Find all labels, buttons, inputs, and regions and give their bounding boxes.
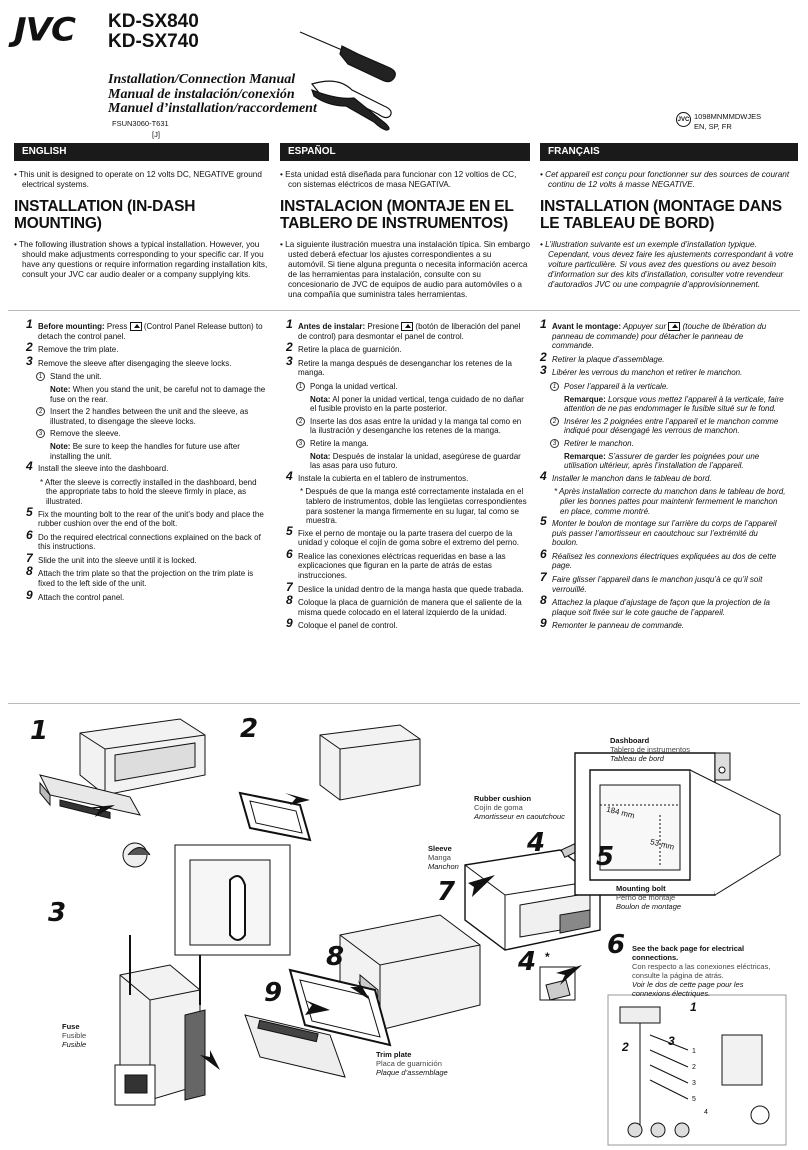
step-fr-9-text: Remonter le panneau de commande. bbox=[552, 621, 685, 631]
release-button-icon bbox=[401, 322, 413, 331]
note-en-1-label: Note: bbox=[50, 384, 71, 394]
note-es-1-label: Nota: bbox=[310, 394, 331, 404]
note-fr-1-text: Lorsque vous mettez l’appareil à la verticale, faire attention de ne pas endommager le fusible situé sur le fond. bbox=[564, 394, 784, 414]
note-en-2-label: Note: bbox=[50, 441, 71, 451]
caption-rubber-es: Cojín de goma bbox=[474, 803, 523, 812]
step-en-3-2-text: Insert the 2 handles between the unit and the sleeve, as illustrated, to disengage the sleeve locks. bbox=[50, 407, 249, 426]
step-es-2: 2 Retire la placa de guarnición. bbox=[286, 340, 402, 355]
step-es-7: 7 Deslice la unidad dentro de la manga hasta que quede trabada. bbox=[286, 579, 524, 594]
step-es-8-text: Coloque la placa de guarnición de manera que el saliente de la misma quede colocado en el lateral izquierdo de la unidad. bbox=[298, 598, 522, 617]
step-fr-4-text: Installer le manchon dans le tableau de bord. bbox=[552, 473, 712, 483]
step-en-2-text: Remove the trim plate. bbox=[38, 345, 119, 355]
dim-height: 53 mm bbox=[649, 837, 676, 852]
step-en-1-a: Press bbox=[106, 322, 128, 331]
fig2-unit bbox=[240, 725, 420, 840]
caption-fuse bbox=[62, 1022, 86, 1049]
note-es-1 bbox=[288, 395, 528, 414]
heading-spanish: INSTALACION (MONTAJE EN EL TABLERO DE INSTRUMENTOS) bbox=[280, 198, 514, 232]
fig-number-3: 3 bbox=[48, 898, 67, 928]
wire-c5: 5 bbox=[692, 1096, 696, 1103]
step-en-6: 6 Do the required electrical connections explained on the back of this instructions. bbox=[26, 527, 261, 552]
fig-asterisk: * bbox=[545, 950, 550, 964]
step-en-3-3-text: Remove the sleeve. bbox=[50, 429, 121, 439]
caption-trim-fr: Plaque d’assemblage bbox=[376, 1068, 448, 1077]
desc-en-text: • The following illustration shows a typical installation. However, you should make adjustments corresponding to your specific car. If you have any questions or require information regarding installation kits, consult your JVC car audio dealer or a company supplying kits. bbox=[14, 240, 268, 279]
note-fr-1-label: Remarque: bbox=[564, 394, 606, 404]
step-en-8-text: Attach the trim plate so that the projection on the trim plate is fixed to the left side of the unit. bbox=[38, 569, 254, 589]
step-en-3-1-text: Stand the unit. bbox=[50, 372, 102, 382]
desc-fr-bind: L’illustration suivante est un exemple d’installation typique. Cependant, vous devez faire les ajustements correspondant à votre voiture particulière. Si vous avez des questions ou avez besoin d’information sur des kits d’installation, consulter votre revendeur d’autoradios JVC ou une compagnie d’approvisionnement. bbox=[545, 240, 794, 289]
desc-fr-text: • L’illustration suivante est un exemple d’installation typique. Cependant, vous devez faire les ajustements correspondant à votre voiture particulière. Si vous avez des questions ou avez besoin d’information sur des kits d’installation, consulter votre revendeur d’autoradios JVC ou une compagnie d’approvisionnement. bbox=[540, 240, 794, 289]
step-es-2-text: Retire la placa de guarnición. bbox=[298, 345, 402, 355]
step-es-4-text: Instale la cubierta en el tablero de instrumentos. bbox=[298, 473, 469, 483]
step-en-3-1: 1 Stand the unit. bbox=[28, 372, 268, 382]
note-fr-2-text: S’assurer de garder les poignées pour une utilisation ultérieur, après l’installation de l’appareil. bbox=[564, 451, 760, 471]
caption-bolt-fr: Boulon de montage bbox=[616, 902, 682, 911]
caption-trim-plate bbox=[376, 1050, 448, 1077]
step-es-3-2: 2 Inserte las dos asas entre la unidad y la manga tal como en la ilustración y desenganche los retenes de la manga. bbox=[288, 417, 528, 436]
release-button-icon bbox=[668, 322, 680, 331]
step-en-3-3: 3 Remove the sleeve. bbox=[28, 429, 268, 439]
note-es-2 bbox=[288, 452, 528, 471]
installation-illustration bbox=[0, 705, 808, 1150]
intro-fr-text: • Cet appareil est conçu pour fonctionner sur des sources de courant continu de 12 volts à masse NEGATIVE. bbox=[540, 170, 790, 189]
step-fr-3-2: 2 Insérer les 2 poignées entre l’appareil et le manchon comme indiqué pour désengagé les verrous de manchon. bbox=[542, 417, 786, 436]
step-en-1-bold: Before mounting: bbox=[38, 322, 105, 331]
lang-bar-english: ENGLISH bbox=[14, 143, 269, 161]
fig-number-5: 5 bbox=[596, 842, 615, 872]
steps-french bbox=[540, 317, 786, 635]
caption-dashboard bbox=[610, 736, 690, 763]
step-en-9: 9 Attach the control panel. bbox=[26, 587, 125, 602]
caption-bolt-es: Perno de montaje bbox=[616, 893, 676, 902]
step-es-1: 1 Antes de instalar: Presione (botón de liberación del panel de control) para desmontar el panel de control. bbox=[286, 317, 521, 341]
desc-es-text: • La siguiente ilustración muestra una instalación típica. Sin embargo usted deberá efectuar los ajustes correspondientes a su automóvil. Si tiene alguna pregunta o necesita información acerca de las herramientas para instalación, consulte con su concesionario de JVC de equipos de audio para automóviles o a una compañía que suministra tales herramientas. bbox=[280, 240, 531, 299]
step-en-6-text: Do the required electrical connections explained on the back of this instructions. bbox=[38, 532, 261, 552]
catalog-code bbox=[677, 112, 762, 132]
step-fr-6: 6 Réalisez les connexions électriques expliquées au dos de cette page. bbox=[540, 546, 777, 571]
step-es-3-1: 1 Ponga la unidad vertical. bbox=[288, 382, 528, 392]
caption-sleeve-es: Manga bbox=[428, 853, 451, 862]
step-es-9: 9 Coloque el panel de control. bbox=[286, 616, 398, 631]
step-es-4: 4 Instale la cubierta en el tablero de instrumentos. bbox=[286, 468, 469, 483]
caption-step6 bbox=[632, 944, 782, 998]
heading-english: INSTALLATION (IN-DASH MOUNTING) bbox=[14, 198, 196, 232]
note-fr-2-label: Remarque: bbox=[564, 451, 606, 461]
caption-sleeve-fr: Manchon bbox=[428, 862, 459, 871]
step-en-3: 3 Remove the sleeve after disengaging the sleeve locks. bbox=[26, 353, 232, 368]
wire-c3: 3 bbox=[692, 1080, 696, 1087]
heading-french: INSTALLATION (MONTAGE DANS LE TABLEAU DE BORD) bbox=[540, 198, 782, 232]
wiring-diagram bbox=[608, 995, 786, 1145]
step-en-5-text: Fix the mounting bolt to the rear of the unit’s body and place the rubber cushion over the end of the bolt. bbox=[38, 509, 264, 529]
step-en-1: 1 Before mounting: Press (Control Panel Release button) to detach the control panel. bbox=[26, 317, 263, 341]
step-es-7-text: Deslice la unidad dentro de la manga hasta que quede trabada. bbox=[298, 584, 524, 594]
step-fr-4-star: * Après installation correcte du manchon dans le tableau de bord, plier les bonnes pattes pour maintenir fermement le manchon en place, comme montré. bbox=[554, 487, 786, 516]
caption-step6-fr: Voir le dos de cette page pour les connexions électriques. bbox=[632, 980, 744, 998]
step-fr-3: 3 Libérer les verrous du manchon et retirer le manchon. bbox=[540, 363, 743, 378]
note-fr-2 bbox=[542, 452, 786, 471]
title-french: Manuel d’installation/raccordement bbox=[108, 101, 317, 116]
step-fr-2: 2 Retirer la plaque d’assemblage. bbox=[540, 349, 665, 364]
wire-c4: 4 bbox=[704, 1109, 708, 1116]
fig-number-4a: 4 bbox=[527, 828, 546, 858]
jvc-badge-icon: JVC bbox=[676, 112, 691, 127]
step-fr-3-text: Libérer les verrous du manchon et retirer le manchon. bbox=[552, 368, 743, 378]
desc-es-bind: La siguiente ilustración muestra una instalación típica. Sin embargo usted deberá efectuar los ajustes correspondientes a su automóvil. Si tiene alguna pregunta o necesita información acerca de las herramientas para instalación, consulte con su concesionario de JVC de equipos de audio para automóviles o a una compañía que suministra tales herramientas. bbox=[285, 240, 531, 299]
caption-trim-es: Placa de guarnición bbox=[376, 1059, 442, 1068]
dim-width: 184 mm bbox=[605, 804, 636, 821]
part-number bbox=[112, 118, 169, 140]
caption-fuse-es: Fusible bbox=[62, 1031, 87, 1040]
step-es-6: 6 Realice las conexiones eléctricas requeridas en base a las explicaciones que figuran en la parte de atrás de estas instrucciones. bbox=[286, 546, 506, 581]
step-en-9-text: Attach the control panel. bbox=[38, 592, 125, 602]
step-es-3-3: 3 Retire la manga. bbox=[288, 439, 528, 449]
note-en-2 bbox=[28, 442, 268, 461]
caption-rubber-en: Rubber cushion bbox=[474, 794, 532, 803]
step-es-8: 8 Coloque la placa de guarnición de manera que el saliente de la misma quede colocado en el lateral izquierdo de la unidad. bbox=[286, 593, 522, 617]
step-fr-7-text: Faire glisser l’appareil dans le manchon jusqu’à ce qu’il soit verrouillé. bbox=[552, 575, 763, 594]
note-en-1-text: When you stand the unit, be careful not to damage the fuse on the rear. bbox=[50, 384, 266, 404]
intro-es-bind: Esta unidad está diseñada para funcionar con 12 voltios de CC, con sistemas eléctricos de masa NEGATIVA. bbox=[285, 170, 517, 189]
step-fr-9: 9 Remonter le panneau de commande. bbox=[540, 616, 685, 631]
catalog-code-text: 1098MNMMDWJES bbox=[694, 112, 762, 121]
wire-number-1: 1 bbox=[690, 1000, 697, 1014]
step-fr-3-1-text: Poser l’appareil à la verticale. bbox=[564, 381, 669, 391]
fig-number-1: 1 bbox=[30, 716, 49, 746]
wire-number-3: 3 bbox=[668, 1034, 675, 1048]
caption-dashboard-fr: Tableau de bord bbox=[610, 754, 664, 763]
step-en-4-star: * After the sleeve is correctly installed in the dashboard, bend the appropriate tabs to hold the sleeve firmly in place, as illustrated. bbox=[40, 477, 257, 506]
divider-top bbox=[8, 310, 800, 311]
step-fr-8-text: Attachez la plaque d’ajustage de façon que la projection de la plaque soit fixée sur le cote gauche de l’appareil. bbox=[552, 598, 770, 617]
manual-titles bbox=[108, 73, 317, 117]
step-es-3-3-text: Retire la manga. bbox=[310, 438, 369, 448]
step-fr-3-3: 3 Retirer le manchon. bbox=[542, 439, 786, 449]
step-en-7: 7 Slide the unit into the sleeve until it is locked. bbox=[26, 550, 197, 565]
wire-c1: 1 bbox=[692, 1048, 696, 1055]
caption-dashboard-en: Dashboard bbox=[610, 736, 650, 745]
lang-bar-spanish: ESPAÑOL bbox=[280, 143, 530, 161]
caption-fuse-en: Fuse bbox=[62, 1022, 80, 1031]
caption-fuse-fr: Fusible bbox=[62, 1040, 87, 1049]
step-es-9-text: Coloque el panel de control. bbox=[298, 621, 398, 631]
intro-fr-bind: Cet appareil est conçu pour fonctionner sur des sources de courant continu de 12 volts à masse NEGATIVE. bbox=[545, 170, 790, 189]
step-es-4-star: * Después de que la manga esté correctamente instalada en el tablero de instrumentos, doble las lengüetas correspondientes para sostener la manga firmemente en su lugar, tal como se muestra. bbox=[300, 487, 527, 526]
step-fr-7: 7 Faire glisser l’appareil dans le manchon jusqu’à ce qu’il soit verrouillé. bbox=[540, 570, 763, 594]
title-english: Installation/Connection Manual bbox=[108, 72, 296, 87]
caption-rubber-cushion bbox=[474, 794, 565, 821]
screwdriver-shaft bbox=[300, 32, 342, 50]
fig-number-8: 8 bbox=[326, 942, 345, 972]
caption-mounting-bolt bbox=[616, 884, 681, 911]
caption-bolt-en: Mounting bolt bbox=[616, 884, 666, 893]
step-es-3-1-text: Ponga la unidad vertical. bbox=[310, 381, 398, 391]
caption-step6-en: See the back page for electrical connections. bbox=[632, 944, 745, 962]
intro-spanish bbox=[280, 170, 530, 303]
step-fr-5-text: Monter le boulon de montage sur l’arrière du corps de l’appareil puis passer l’amortisseur en caoutchouc sur l’extrémité du boulon. bbox=[552, 519, 777, 548]
note-en-2-text: Be sure to keep the handles for future use after installing the unit. bbox=[50, 441, 240, 461]
step-es-5-text: Fixe el perno de montaje ou la parte trasera del cuerpo de la unidad y coloque el cojín de goma sobre el extremo del perno. bbox=[298, 528, 520, 548]
caption-sleeve-en: Sleeve bbox=[428, 844, 452, 853]
step-es-3-2-text: Inserte las dos asas entre la unidad y la manga tal como en la ilustración y desenganche los retenes de la manga. bbox=[310, 416, 522, 436]
lang-bar-french: FRANÇAIS bbox=[540, 143, 798, 161]
model-names bbox=[108, 12, 199, 52]
step-en-7-text: Slide the unit into the sleeve until it is locked. bbox=[38, 555, 197, 565]
step-fr-1-a: Appuyer sur bbox=[622, 322, 667, 331]
model-2: KD-SX740 bbox=[108, 31, 199, 52]
steps-english bbox=[26, 317, 268, 606]
step-en-3-2: 2 Insert the 2 handles between the unit and the sleeve, as illustrated, to disengage the sleeve locks. bbox=[28, 407, 268, 426]
caption-step6-es: Con respecto a las conexiones eléctricas, consulte la página de atrás. bbox=[632, 962, 771, 980]
intro-english bbox=[14, 170, 269, 283]
step-en-4-text: Install the sleeve into the dashboard. bbox=[38, 464, 169, 474]
catalog-langs: EN, SP, FR bbox=[694, 122, 732, 131]
fig-number-2: 2 bbox=[240, 714, 259, 744]
intro-en-bind: This unit is designed to operate on 12 volts DC, NEGATIVE ground electrical systems. bbox=[19, 170, 262, 189]
step-es-5: 5 Fixe el perno de montaje ou la parte trasera del cuerpo de la unidad y coloque el cojín de goma sobre el extremo del perno. bbox=[286, 523, 520, 548]
note-en-1 bbox=[28, 385, 268, 404]
step-fr-3-2-text: Insérer les 2 poignées entre l’appareil et le manchon comme indiqué pour désengagé les verrous de manchon. bbox=[564, 416, 779, 436]
screwdriver-handle bbox=[340, 46, 395, 82]
step-fr-4-star-text: Après installation correcte du manchon dans le tableau de bord, plier les bonnes pattes pour maintenir fermement le manchon en place, comme montré. bbox=[559, 487, 786, 516]
fig-number-7: 7 bbox=[437, 877, 456, 907]
fig-number-9: 9 bbox=[264, 978, 283, 1008]
intro-french bbox=[540, 170, 798, 293]
step-en-3-text: Remove the sleeve after disengaging the sleeve locks. bbox=[38, 358, 232, 368]
model-1: KD-SX840 bbox=[108, 11, 199, 32]
dashboard bbox=[575, 753, 780, 895]
steps-spanish bbox=[286, 317, 528, 635]
step-fr-1-bold: Avant le montage: bbox=[552, 322, 622, 331]
step-en-4-star-text: After the sleeve is correctly installed in the dashboard, bend the appropriate tabs to hold the sleeve firmly in place, as illustrated. bbox=[44, 477, 257, 506]
caption-dashboard-es: Tablero de instrumentos bbox=[610, 745, 691, 754]
step-fr-5: 5 Monter le boulon de montage sur l’arrière du corps de l’appareil puis passer l’amortisseur en caoutchouc sur l’extrémité du boulon. bbox=[540, 514, 777, 548]
title-spanish: Manual de instalación/conexión bbox=[108, 86, 295, 102]
step-es-6-text: Realice las conexiones eléctricas requeridas en base a las explicaciones que figuran en la parte de atrás de estas instrucciones. bbox=[298, 551, 506, 581]
step-es-1-c: (botón de liberación del panel de control) para desmontar el panel de control. bbox=[298, 322, 521, 341]
step-en-1-c: (Control Panel Release button) to detach the control panel. bbox=[38, 322, 263, 341]
step-es-4-star-text: Después de que la manga esté correctamente instalada en el tablero de instrumentos, doble las lengüetas correspondientes para sostener la manga firmemente en su lugar, tal como se muestra. bbox=[305, 487, 527, 526]
step-fr-3-3-text: Retirer le manchon. bbox=[564, 438, 634, 448]
part-number-sub: [J] bbox=[152, 130, 160, 139]
caption-trim-en: Trim plate bbox=[376, 1050, 412, 1059]
note-fr-1 bbox=[542, 395, 786, 414]
step-en-2: 2 Remove the trim plate. bbox=[26, 340, 119, 355]
caption-rubber-fr: Amortisseur en caoutchouc bbox=[474, 812, 565, 821]
step-fr-4: 4 Installer le manchon dans le tableau de bord. bbox=[540, 468, 712, 483]
step-fr-6-text: Réalisez les connexions électriques expliquées au dos de cette page. bbox=[552, 551, 777, 571]
wire-number-2: 2 bbox=[622, 1040, 629, 1054]
intro-en-text: • This unit is designed to operate on 12 volts DC, NEGATIVE ground electrical systems. bbox=[14, 170, 262, 189]
step-en-5: 5 Fix the mounting bolt to the rear of the unit’s body and place the rubber cushion over the end of the bolt. bbox=[26, 504, 264, 529]
step-en-8: 8 Attach the trim plate so that the projection on the trim plate is fixed to the left side of the unit. bbox=[26, 564, 254, 589]
wire-c2: 2 bbox=[692, 1064, 696, 1071]
intro-es-text: • Esta unidad está diseñada para funcionar con 12 voltios de CC, con sistemas eléctricos de masa NEGATIVA. bbox=[280, 170, 517, 189]
caption-sleeve bbox=[428, 844, 459, 871]
wire-circled-list bbox=[692, 1044, 696, 1108]
note-es-2-text: Después de instalar la unidad, asegúrese de guardar las asas para uso futuro. bbox=[310, 451, 521, 471]
part-number-text: FSUN3060-T631 bbox=[112, 119, 169, 128]
step-fr-3-1: 1 Poser l’appareil à la verticale. bbox=[542, 382, 786, 392]
step-fr-1: 1 Avant le montage: Appuyer sur (touche de libération du panneau de commande) pour détacher le panneau de commande. bbox=[540, 317, 767, 351]
fig3-unit bbox=[115, 845, 290, 1105]
divider-bottom bbox=[8, 703, 800, 704]
step-es-3: 3 Retire la manga después de desenganchar los retenes de la manga. bbox=[286, 353, 512, 378]
note-es-1-text: Al poner la unidad vertical, tenga cuidado de no dañar el fusible provisto en la parte posterior. bbox=[310, 394, 524, 414]
note-es-2-label: Nota: bbox=[310, 451, 331, 461]
desc-en-bind: The following illustration shows a typical installation. However, you should make adjustments corresponding to your specific car. If you have any questions or require information regarding installation kits, consult your JVC car audio dealer or a company supplying kits. bbox=[19, 240, 268, 279]
step-fr-1-c: (touche de libération du panneau de commande) pour détacher le panneau de commande. bbox=[552, 322, 767, 351]
brand-logo: JVC bbox=[14, 11, 75, 49]
step-es-3-text: Retire la manga después de desenganchar los retenes de la manga. bbox=[298, 358, 512, 378]
step-fr-8: 8 Attachez la plaque d’ajustage de façon que la projection de la plaque soit fixée sur le cote gauche de l’appareil. bbox=[540, 593, 770, 617]
fig-number-4b: 4 bbox=[518, 947, 537, 977]
fig-number-6: 6 bbox=[607, 930, 626, 960]
step-es-1-bold: Antes de instalar: bbox=[298, 322, 366, 331]
step-es-1-a: Presione bbox=[367, 322, 399, 331]
step-fr-2-text: Retirer la plaque d’assemblage. bbox=[552, 354, 665, 364]
release-button-icon bbox=[130, 322, 142, 331]
step-en-4: 4 Install the sleeve into the dashboard. bbox=[26, 459, 169, 474]
